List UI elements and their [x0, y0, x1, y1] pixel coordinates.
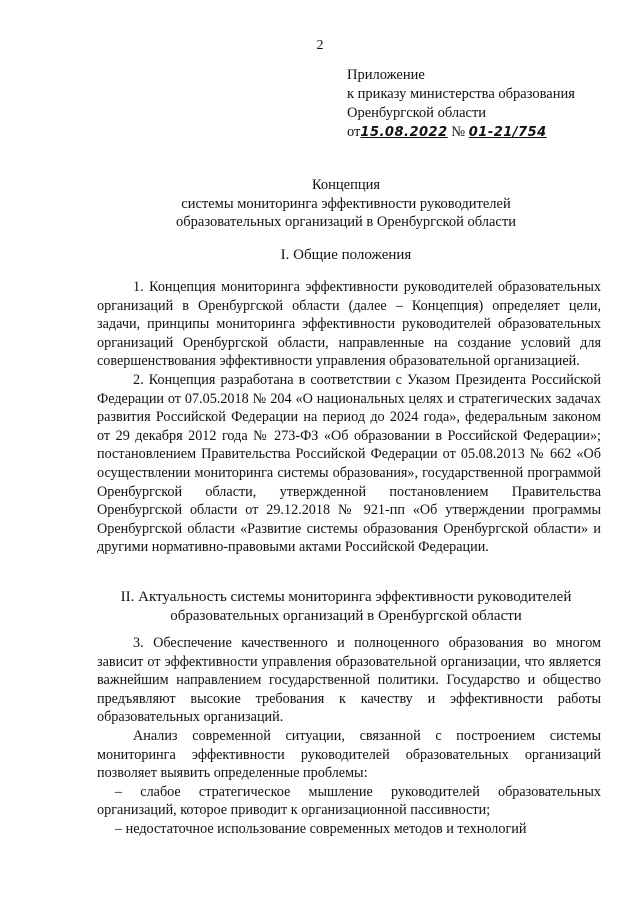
appendix-order-ref: к приказу министерства образования	[347, 86, 575, 102]
paragraph-4: Анализ современной ситуации, связанной с построением системы мониторинга эффективности руководителей образовательных организаций позволяет выявить определенные проблемы:	[97, 727, 601, 782]
appendix-block	[347, 66, 575, 142]
page-number: 2	[316, 38, 324, 53]
section-2-heading-line-1: II. Актуальность системы мониторинга эффективности руководителей	[120, 589, 572, 605]
title-line-2: системы мониторинга эффективности руководителей	[181, 195, 511, 212]
document-title	[90, 176, 602, 232]
paragraph-1: 1. Концепция мониторинга эффективности руководителей образовательных организаций в Оренбургской области (далее – Концепция) определяет цели, задачи, принципы мониторинга эффективности руководителей образовательных организаций Оренбургской области, направленные на создание условий для совершенствования эффективности управления образовательной организацией.	[97, 279, 601, 370]
list-item-2: – недостаточное использование современных методов и технологий	[115, 820, 527, 837]
title-line-3: образовательных организаций в Оренбургской области	[176, 214, 516, 230]
appendix-region: Оренбургской области	[347, 105, 487, 121]
number-label: №	[451, 124, 466, 140]
from-label: от	[347, 124, 361, 140]
section-2-heading-line-2: образовательных организаций в Оренбургской области	[170, 608, 522, 624]
order-date: 15.08.2022	[360, 125, 448, 140]
list-item-1: – слабое стратегическое мышление руководителей образовательных организаций, которое приводит к организационной пассивности;	[97, 783, 601, 819]
title-line-1: Концепция	[311, 177, 381, 193]
appendix-title: Приложение	[347, 67, 425, 83]
section-1-body	[97, 278, 601, 557]
paragraph-3: 3. Обеспечение качественного и полноценного образования во многом зависит от эффективности управления образовательной организации, что является важнейшим направлением государственной политики. Государство и общество предъявляют высокие требования к качеству и эффективности работы образовательных организаций.	[97, 635, 601, 726]
section-2-body	[97, 634, 601, 839]
appendix-date-line	[347, 123, 575, 142]
paragraph-2: 2. Концепция разработана в соответствии с Указом Президента Российской Федерации от 07.05.2018 № 204 «О национальных целях и стратегических задачах развития Российской Федерации на период до 2024 года», федеральным законом от 29 декабря 2012 года № 273-ФЗ «Об образовании в Российской Федерации»; постановлением Правительства Российской Федерации от 05.08.2013 № 662 «Об осуществлении мониторинга системы образования», государственной программой Оренбургской области, утвержденной постановлением Правительства Оренбургской области от 29.12.2018 № 921-пп «Об утверждении программы Оренбургской области «Развитие системы образования Оренбургской области» и другими нормативно-правовыми актами Российской Федерации.	[97, 371, 601, 556]
order-number: 01-21/754	[468, 125, 547, 140]
section-1-heading: I. Общие положения	[280, 247, 412, 263]
section-2-heading	[90, 588, 602, 626]
